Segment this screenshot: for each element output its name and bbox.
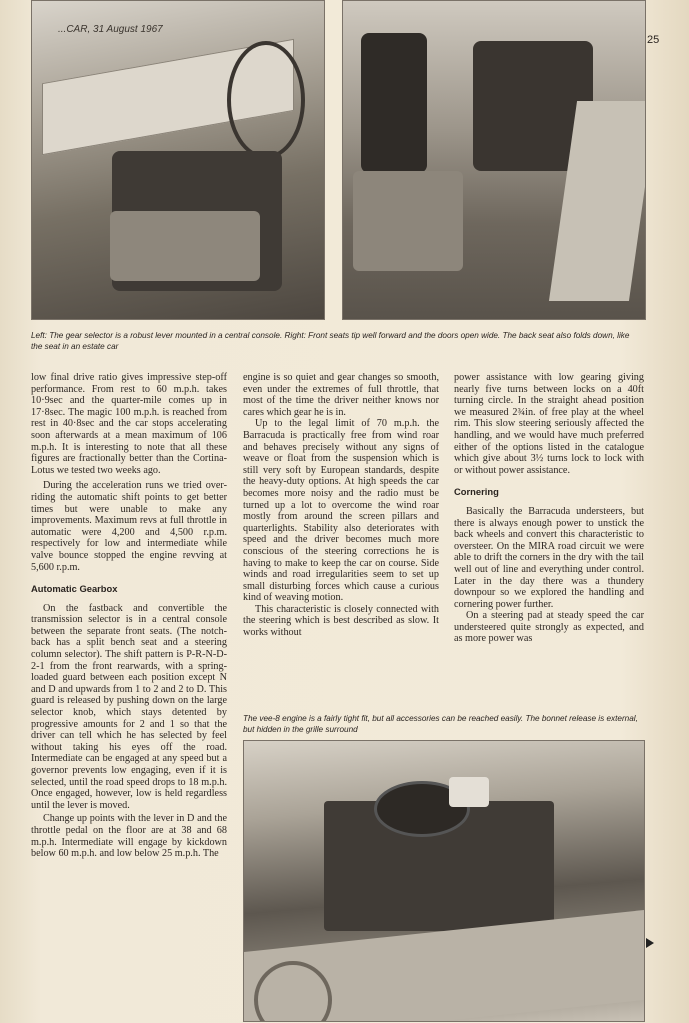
text-column-1 [31, 372, 227, 860]
running-head: ...CAR, 31 August 1967 [58, 24, 163, 35]
section-heading-cornering: Cornering [454, 486, 499, 498]
paragraph: Change up points with the lever in D and the throttle pedal on the floor are at 38 and 68 m.p.h. Intermediate will engage by kickdown below 60 m.p.h. and low below 25 m.p.h. The [31, 813, 227, 860]
text-column-3 [454, 372, 644, 645]
section-heading-automatic-gearbox: Automatic Gearbox [31, 583, 118, 595]
steering-wheel [227, 41, 305, 159]
paragraph: On the fastback and convertible the transmission selector is in a central console between the separate front seats. (The notch-back has a split bench seat and a steering column selector). The shift pattern is P-R-N-D-2-1 from the front rearwards, with a spring-loaded guard between each position except N and D and upwards from 1 to 2 and 2 to D. This guard is released by pushing down on the large selector knob, which stays detented by progressive amounts for 2 and 1 so that the driver can tell which he has selected by feel without taking his eyes off the road. Intermediate can be engaged at any speed but a governor prevents low engaging, even if it is selected, until the road speed drops to 18 m.p.h. Once engaged, however, low is held regardless until the lever is moved. [31, 602, 227, 811]
front-seats-photo [342, 0, 646, 320]
engine-bay-photo [243, 740, 645, 1022]
text-column-2 [243, 372, 439, 639]
paragraph: This characteristic is closely connected with the steering which is best described as slow. It works without [243, 603, 439, 639]
interior-gear-selector-photo [31, 0, 325, 320]
seat-cushion-light [353, 171, 463, 271]
top-photo-caption: Left: The gear selector is a robust lever mounted in a central console. Right: Front seats tip well forward and the doors open wide. The back seat also folds down, like the seat in an estate car [31, 331, 630, 351]
paragraph: Basically the Barracuda understeers, but there is always enough power to unstick the back wheels and convert this characteristic to oversteer. On the MIRA road circuit we were able to drift the corners in the dry with the tail well out of line and everything under control. Later in the day there was a thundery downpour so we explored the handling and cornering power further. [454, 505, 644, 610]
seat-cushion [110, 211, 260, 281]
page-number: 25 [647, 34, 660, 46]
paragraph: power assistance with low gearing giving nearly five turns between locks on a 40ft turning circle. In the straight ahead position we measured 2¾in. of free play at the wheel rim. This slow steering seriously affected the handling, and we would have much preferred either of the options listed in the catalogue which give about 3½ turns lock to lock with or without power assistance. [454, 372, 644, 476]
continue-arrow-icon [646, 938, 654, 948]
paragraph: engine is so quiet and gear changes so smooth, even under the extremes of full throttle, that most of the time the driver neither knows nor cares which gear he is in. [243, 372, 439, 418]
battery [449, 777, 489, 807]
paragraph: On a steering pad at steady speed the car understeered quite strongly as expected, and as more power was [454, 610, 644, 645]
paragraph: During the acceleration runs we tried over-riding the automatic shift points to get better times but were unable to make any improvements. Maximum revs at full throttle in automatic were 4,200 and 4,500 r.p.m. respectively for low and intermediate while valve bounce stopped the engine revving at 5,600 r.p.m. [31, 480, 227, 573]
tipped-seat-back [361, 33, 427, 173]
paragraph: Up to the legal limit of 70 m.p.h. the Barracuda is practically free from wind roar and behaves precisely without any signs of weave or float from the suspension which is still very soft by European standards, despite the heavy-duty options. At high speeds the car becomes more noisy and the radio must be turned up a lot to overcome the wind roar mostly from around the screen pillars and quarterlights. Stability also deteriorates with speed and the driver becomes much more conscious of the steering corrections he is having to make to keep the car on course. Side winds and road irregularities seem to set up small disturbing forces which cause a curious kind of weaving motion. [243, 418, 439, 604]
engine-photo-caption: The vee-8 engine is a fairly tight fit, but all accessories can be reached easily. The bonnet release is external, but hidden in the grille surround [243, 714, 638, 734]
paragraph: low final drive ratio gives impressive step-off performance. From rest to 60 m.p.h. takes 10·9sec and the quarter-mile comes up in 17·8sec. The magic 100 m.p.h. is reached from rest in 40·8sec and the car stops accelerating soon afterwards at a mean maximum of 106 m.p.h. It is interesting to note that all these figures are fractionally better than the Cortina-Lotus we tested two weeks ago. [31, 372, 227, 476]
